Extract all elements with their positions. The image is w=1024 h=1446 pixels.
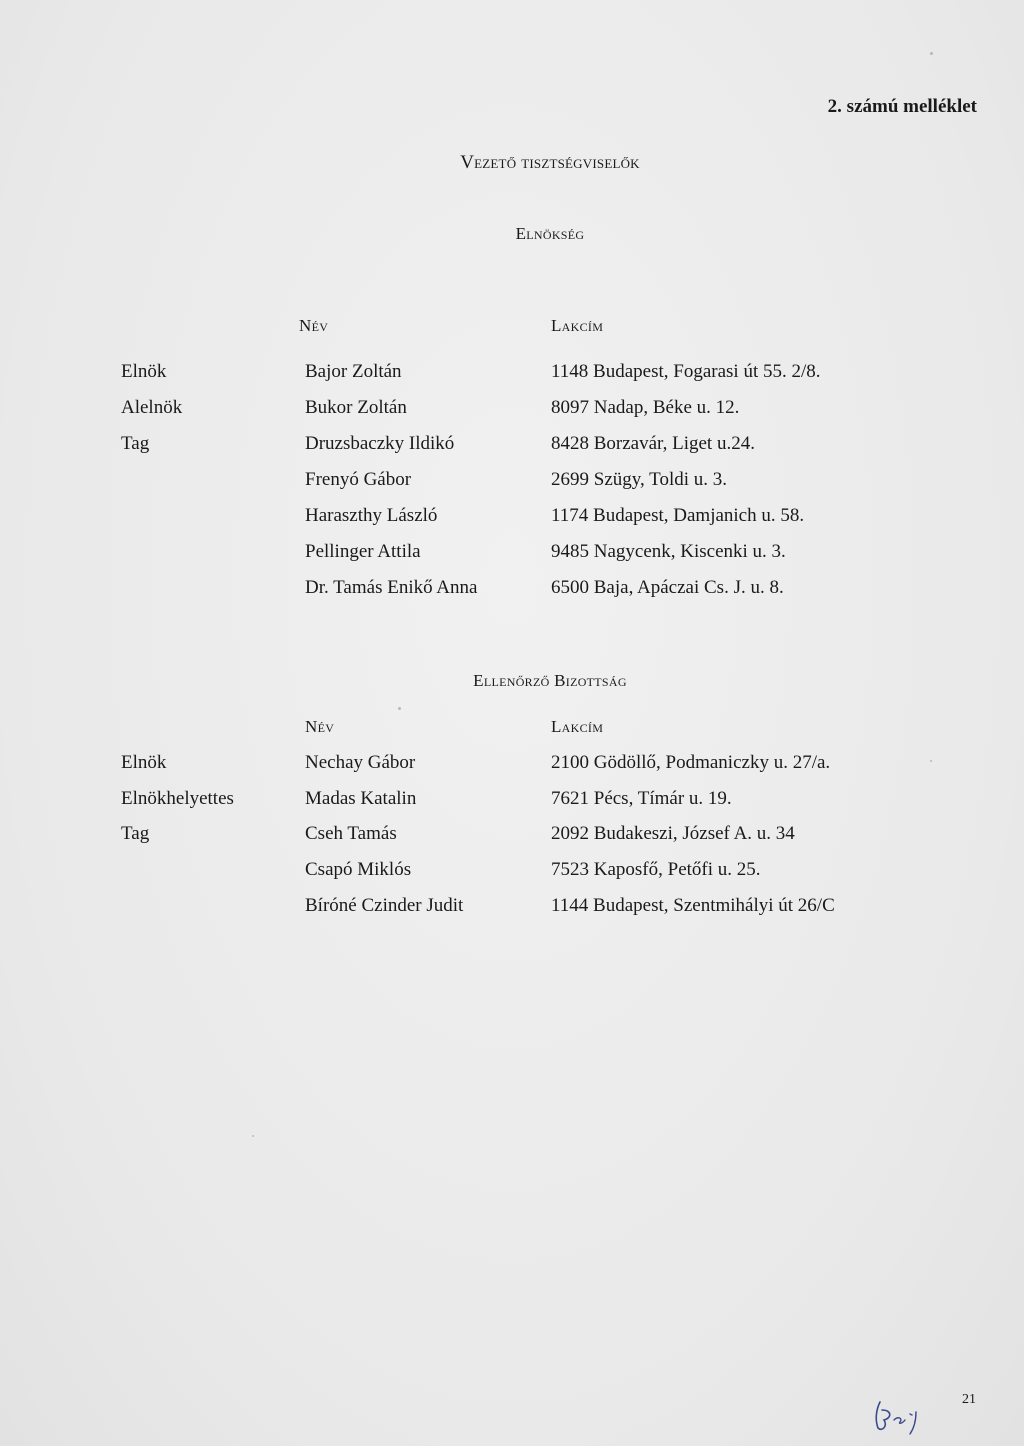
member-name: Nechay Gábor (305, 752, 416, 773)
board-member-row (0, 577, 1024, 603)
member-address: 8428 Borzavár, Liget u.24. (551, 433, 755, 454)
member-role: Elnökhelyettes (121, 788, 234, 809)
member-role: Alelnök (121, 397, 183, 418)
supervisory-member-row (0, 788, 1024, 814)
board-section-title: Elnökség (515, 224, 585, 243)
page-number: 21 (962, 1392, 976, 1407)
member-address: 9485 Nagycenk, Kiscenki u. 3. (551, 541, 786, 562)
supervisory-name-column-header: Név (305, 717, 335, 736)
member-address: 1144 Budapest, Szentmihályi út 26/C (551, 895, 835, 916)
supervisory-section-title: Ellenőrző Bizottság (473, 671, 627, 690)
annex-label: 2. számú melléklet (827, 96, 977, 117)
board-name-column-header: Név (299, 316, 329, 335)
member-role: Elnök (121, 361, 167, 382)
supervisory-address-column-header: Lakcím (551, 717, 604, 736)
member-address: 1174 Budapest, Damjanich u. 58. (551, 505, 805, 526)
member-address: 2699 Szügy, Toldi u. 3. (551, 469, 728, 490)
board-member-row (0, 361, 1024, 387)
member-name: Bukor Zoltán (305, 397, 407, 418)
member-address: 8097 Nadap, Béke u. 12. (551, 397, 740, 418)
supervisory-member-row (0, 752, 1024, 778)
member-name: Cseh Tamás (305, 823, 397, 844)
member-role: Tag (121, 433, 150, 454)
member-name: Pellinger Attila (305, 541, 421, 562)
scan-speck (398, 707, 401, 710)
board-member-row (0, 433, 1024, 459)
member-address: 2100 Gödöllő, Podmaniczky u. 27/a. (551, 752, 831, 773)
member-role: Elnök (121, 752, 167, 773)
member-name: Bíróné Czinder Judit (305, 895, 464, 916)
scan-speck (252, 1135, 254, 1137)
member-address: 7621 Pécs, Tímár u. 19. (551, 788, 732, 809)
supervisory-member-row (0, 859, 1024, 885)
supervisory-member-row (0, 823, 1024, 849)
scan-speck (930, 52, 933, 55)
member-name: Dr. Tamás Enikő Anna (305, 577, 478, 598)
board-member-row (0, 397, 1024, 423)
member-role: Tag (121, 823, 150, 844)
member-address: 6500 Baja, Apáczai Cs. J. u. 8. (551, 577, 784, 598)
member-address: 1148 Budapest, Fogarasi út 55. 2/8. (551, 361, 821, 382)
member-address: 7523 Kaposfő, Petőfi u. 25. (551, 859, 761, 880)
member-name: Haraszthy László (305, 505, 438, 526)
member-name: Csapó Miklós (305, 859, 412, 880)
member-name: Druzsbaczky Ildikó (305, 433, 455, 454)
board-member-row (0, 505, 1024, 531)
page-title: Vezető tisztségviselők (460, 152, 640, 173)
board-address-column-header: Lakcím (551, 316, 604, 335)
board-member-row (0, 469, 1024, 495)
member-name: Frenyó Gábor (305, 469, 412, 490)
board-member-row (0, 541, 1024, 567)
supervisory-member-row (0, 895, 1024, 921)
member-address: 2092 Budakeszi, József A. u. 34 (551, 823, 795, 844)
member-name: Bajor Zoltán (305, 361, 402, 382)
member-name: Madas Katalin (305, 788, 417, 809)
signature-initials (870, 1396, 930, 1436)
